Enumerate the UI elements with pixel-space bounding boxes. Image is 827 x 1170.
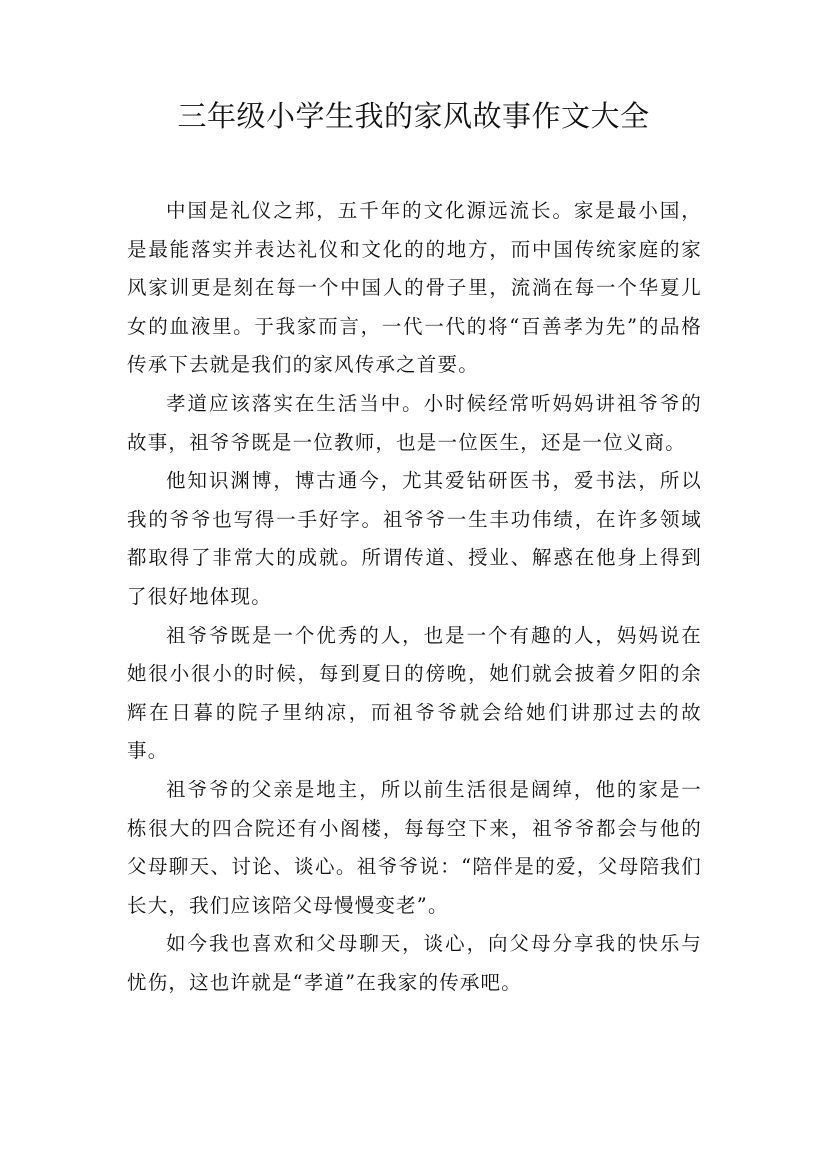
- document-title: 三年级小学生我的家风故事作文大全: [177, 99, 650, 133]
- paragraph: 孝道应该落实在生活当中。小时候经常听妈妈讲祖爷爷的故事，祖爷爷既是一位教师，也是一位医生，还是一位义商。: [127, 391, 702, 454]
- paragraph: 中国是礼仪之邦，五千年的文化源远流长。家是最小国，是最能落实并表达礼仪和文化的的地方，而中国传统家庭的家风家训更是刻在每一个中国人的骨子里，流淌在每一个华夏儿女的血液里。于我家而言，一代一代的将“百善孝为先”的品格传承下去就是我们的家风传承之首要。: [127, 199, 702, 377]
- paragraph: 他知识渊博，博古通今，尤其爱钻研医书，爱书法，所以我的爷爷也写得一手好字。祖爷爷一生丰功伟绩，在许多领域都取得了非常大的成就。所谓传道、授业、解惑在他身上得到了很好地体现。: [127, 469, 702, 608]
- paragraph: 如今我也喜欢和父母聊天，谈心，向父母分享我的快乐与忧伤，这也许就是“孝道”在我家的传承吧。: [127, 932, 702, 994]
- document-body: [127, 192, 702, 1002]
- paragraph: 祖爷爷的父亲是地主，所以前生活很是阔绰，他的家是一栋很大的四合院还有小阁楼，每每空下来，祖爷爷都会与他的父母聊天、讨论、谈心。祖爷爷说：“陪伴是的爱，父母陪我们长大，我们应该陪父母慢慢变老”。: [127, 777, 702, 917]
- paragraph: 祖爷爷既是一个优秀的人，也是一个有趣的人，妈妈说在她很小很小的时候，每到夏日的傍晚，她们就会披着夕阳的余辉在日暮的院子里纳凉，而祖爷爷就会给她们讲那过去的故事。: [127, 623, 702, 763]
